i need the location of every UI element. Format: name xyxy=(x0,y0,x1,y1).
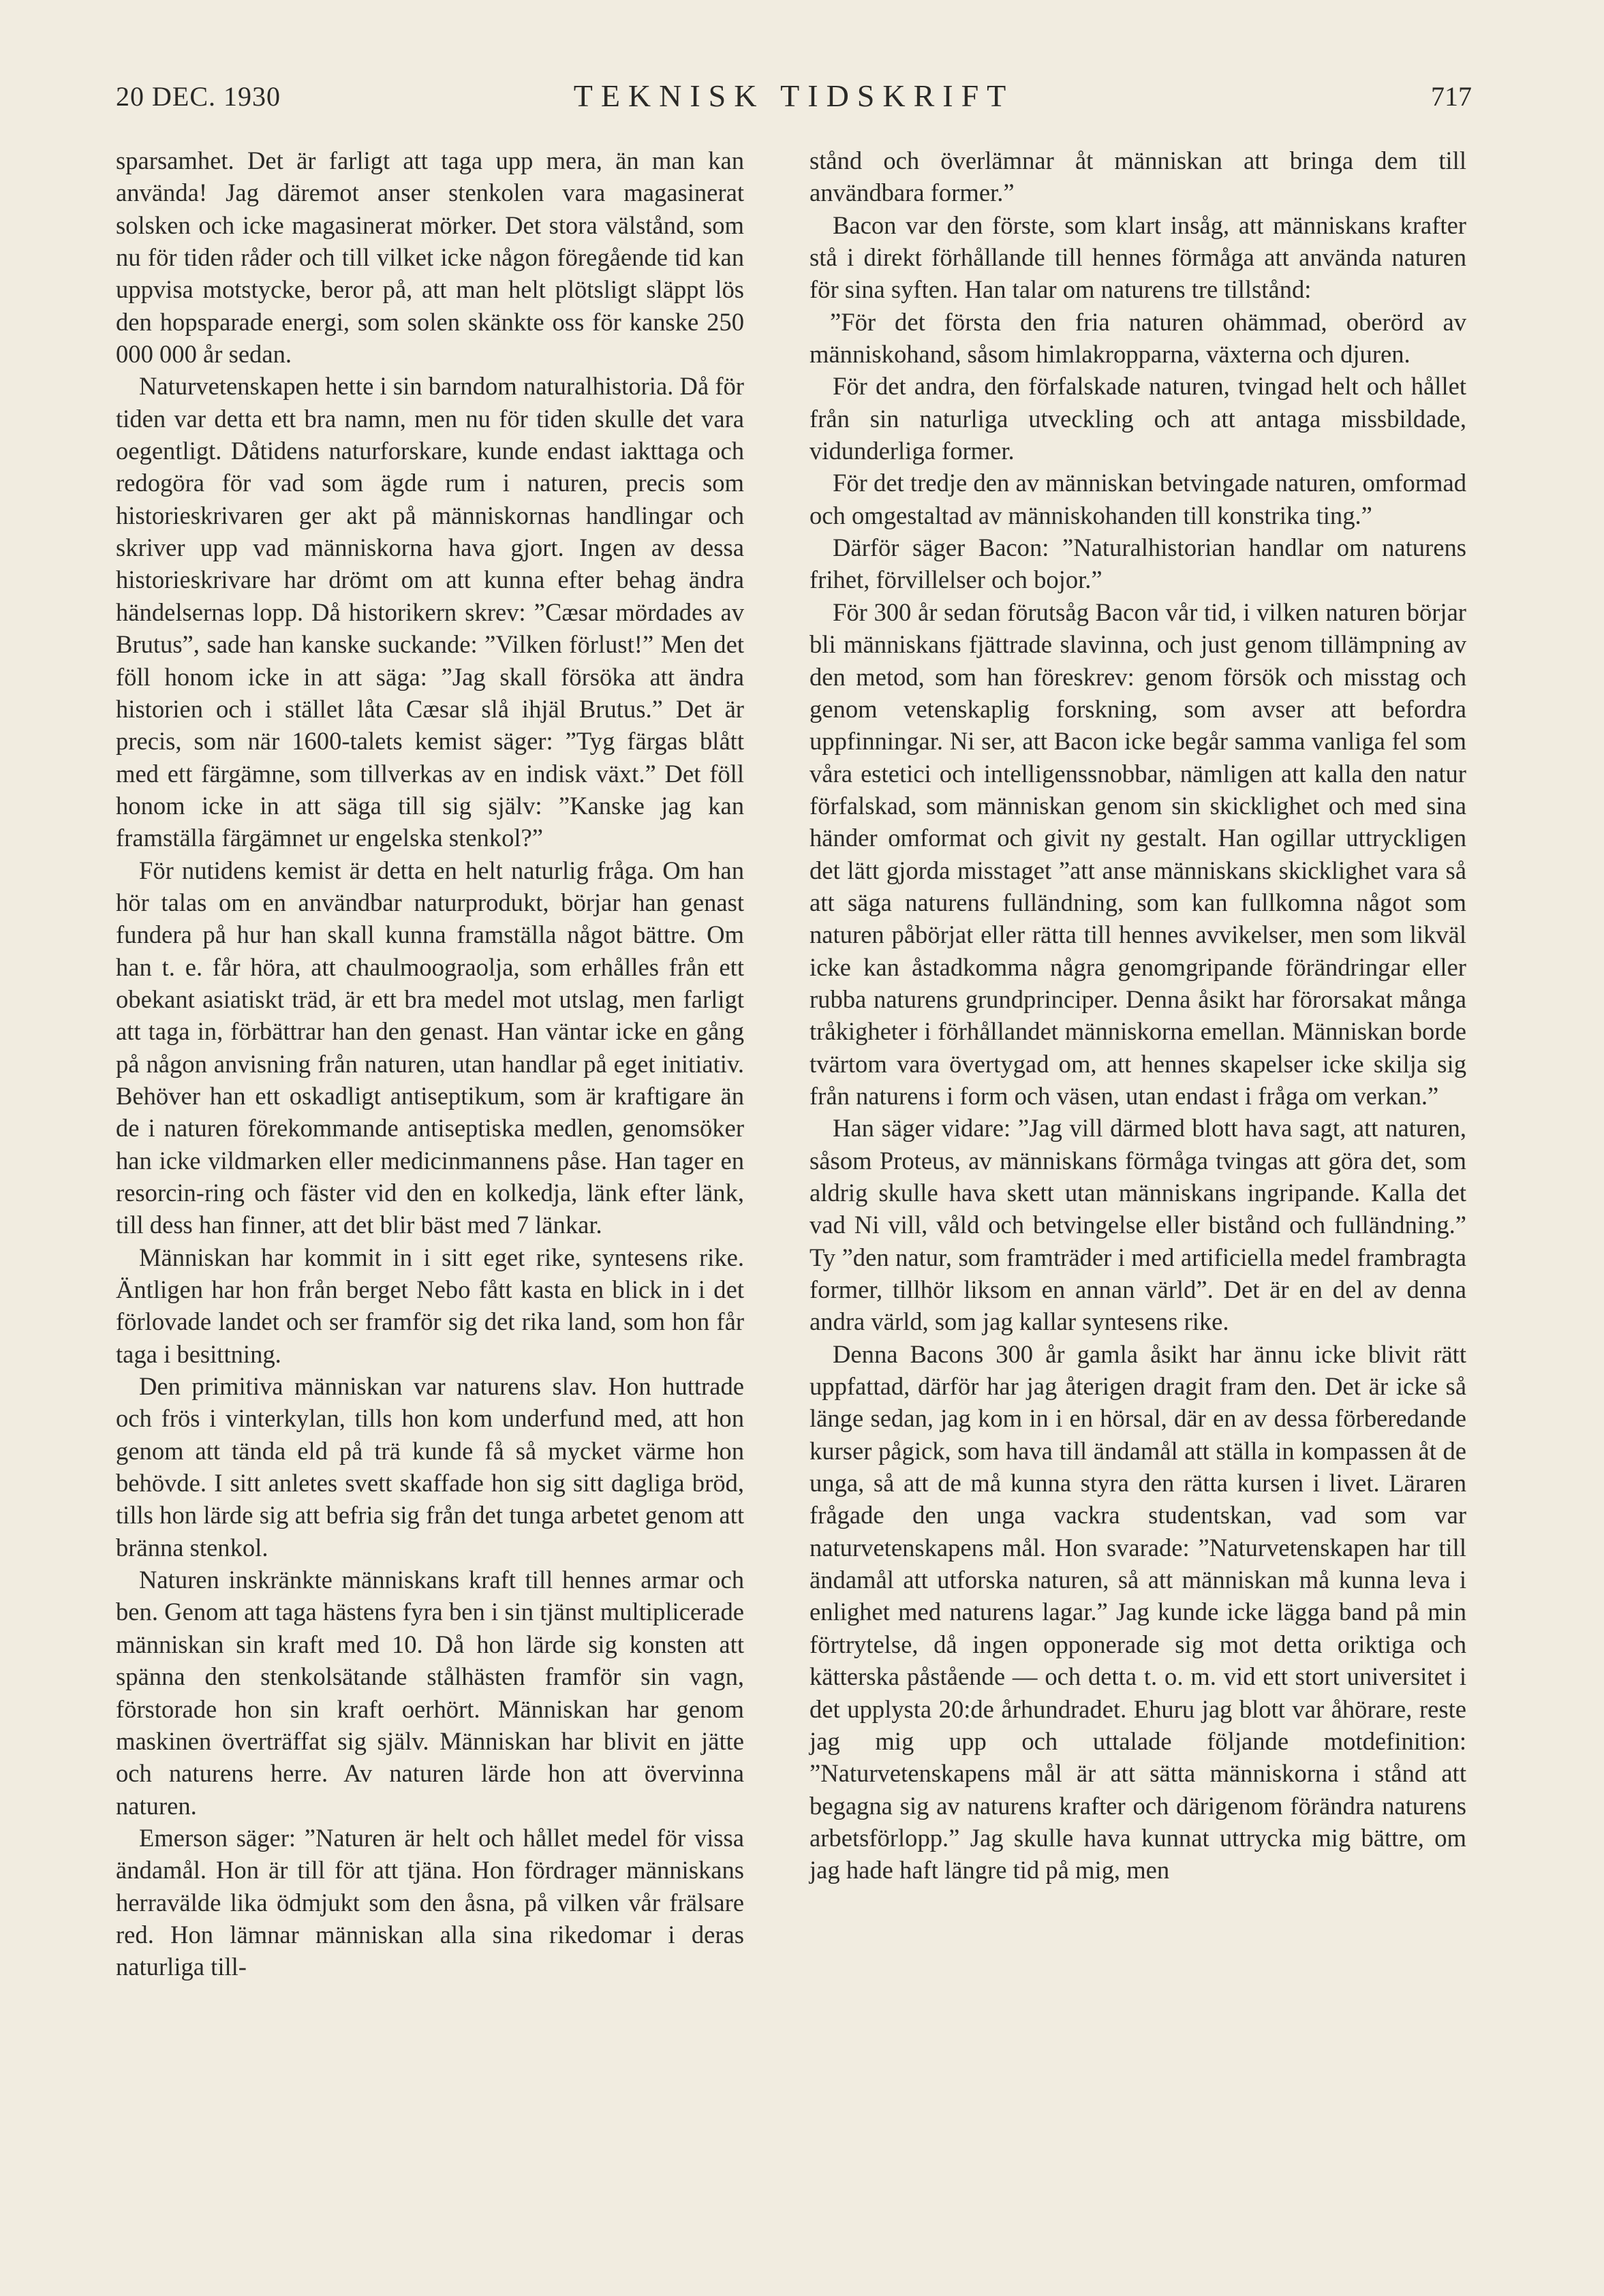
paragraph: För det tredje den av människan betvingade naturen, omformad och omgestaltad av människohanden till konstrika ting.” xyxy=(809,469,1466,529)
paragraph: Bacon var den förste, som klart insåg, att människans krafter stå i direkt förhållande till hennes förmåga att använda naturen för sina syften. Han talar om naturens tre tillstånd: xyxy=(809,211,1466,304)
paragraph: Därför säger Bacon: ”Naturalhistorian handlar om naturens frihet, förvillelser och bojor.” xyxy=(809,533,1466,594)
journal-title: TEKNISK TIDSKRIFT xyxy=(573,78,1015,113)
quote-paragraph: ”För det första den fria naturen ohämmad, oberörd av människohand, såsom himlakropparna, växterna och djuren. xyxy=(809,307,1466,369)
paragraph: Människan har kommit in i sitt eget rike, syntesens rike. Äntligen har hon från berget Nebo fått kasta en blick in i det förlovade landet och ser framför sig det rika land, som hon får taga i besittning. xyxy=(116,1243,744,1368)
paragraph: För 300 år sedan förutsåg Bacon vår tid, i vilken naturen börjar bli människans fjättrade slavinna, och just genom tillämpning av den metod, som han föreskrev: genom försök och misstag och genom vetenskaplig forskning, som avser att befordra uppfinningar. Ni ser, att Bacon icke begår samma vanliga fel som våra estetici och intelligenssnobbar, nämligen att kalla den natur förfalskad, som människan genom sin skicklighet och med sina händer omformat och givit ny gestalt. Han ogillar uttryckligen det lätt gjorda misstaget ”att anse människans skicklighet vara så att säga naturens fulländning, som kan fullkomna något som naturen påbörjat eller rätta till hennes avvikelser, men som likväl icke kan åstadkomma några genomgripande förändringar eller rubba naturens grundprinciper. Denna åsikt har förorsakat många tråkigheter i förhållandet människorna emellan. Människan borde tvärtom vara övertygad om, att hennes skapelser icke skilja sig från naturens i form och väsen, utan endast i fråga om verkan.” xyxy=(809,598,1466,1110)
paragraph: Naturvetenskapen hette i sin barndom naturalhistoria. Då för tiden var detta ett bra namn, men nu för tiden skulle det vara oegentligt. Dåtidens naturforskare, kunde endast iakttaga och redogöra för vad som ägde rum i naturen, precis som historieskrivaren ger akt på människornas handlingar och skriver upp vad människorna hava gjort. Ingen av dessa historieskrivare har drömt om att kunna efter behag ändra händelsernas lopp. Då historikern skrev: ”Cæsar mördades av Brutus”, sade han kanske suckande: ”Vilken förlust!” Men det föll honom icke in att säga: ”Jag skall försöka att ändra historien och i stället låta Cæsar slå ihjäl Brutus.” Det är precis, som när 1600-talets kemist säger: ”Tyg färgas blått med ett färgämne, som tillverkas av en indisk växt.” Det föll honom icke in att säga till sig själv: ”Kanske jag kan framställa färgämnet ur engelska stenkol?” xyxy=(116,372,744,852)
page-header xyxy=(116,80,1472,128)
page-number: 717 xyxy=(1431,81,1472,112)
paragraph: För det andra, den förfalskade naturen, tvingad helt och hållet från sin naturliga utveckling och att antaga missbildade, vidunderliga former. xyxy=(809,372,1466,465)
paragraph: Naturen inskränkte människans kraft till hennes armar och ben. Genom att taga hästens fyra ben i sin tjänst multiplicerade människan sin kraft med 10. Då hon lärde sig konsten att spänna den stenkolsätande stålhästen framför sin vagn, förstorade hon sin kraft oerhört. Människan har genom maskinen överträffat sig själv. Människan har blivit en jätte och naturens herre. Av naturen lärde hon att övervinna naturen. xyxy=(116,1566,744,1820)
paragraph: Han säger vidare: ”Jag vill därmed blott hava sagt, att naturen, såsom Proteus, av människans förmåga tvingas att göra det, som aldrig skulle hava skett utan människans ingripande. Kalla det vad Ni vill, våld och betvingelse eller bistånd och fulländning.” Ty ”den natur, som framträder i med artificiella medel frambragta former, tillhör liksom en annan värld”. Det är en del av denna andra värld, som jag kallar syntesens rike. xyxy=(809,1114,1466,1336)
paragraph: sparsamhet. Det är farligt att taga upp mera, än man kan använda! Jag däremot anser stenkolen vara magasinerat solsken och icke magasinerat mörker. Det stora välstånd, som nu för tiden råder och till vilket icke någon föregående tid kan uppvisa motstycke, beror på, att man helt plötsligt släppt lös den hopsparade energi, som solen skänkte oss för kanske 250 000 000 år sedan. xyxy=(116,146,744,369)
issue-date: 20 DEC. 1930 xyxy=(116,81,281,112)
paragraph: Emerson säger: ”Naturen är helt och hållet medel för vissa ändamål. Hon är till för att tjäna. Hon fördrager människans herravälde lika ödmjukt som den åsna, på vilken vår frälsare red. Hon lämnar människan alla sina rikedomar i deras naturliga till- xyxy=(116,1823,744,1981)
paragraph: stånd och överlämnar åt människan att bringa dem till användbara former.” xyxy=(809,146,1466,207)
paragraph: Denna Bacons 300 år gamla åsikt har ännu icke blivit rätt uppfattad, därför har jag återigen dragit fram den. Det är icke så länge sedan, jag kom in i en hörsal, där en av dessa förberedande kurser pågick, som hava till ändamål att ställa in kompassen åt de unga, så att de må kunna styra den rätta kursen i livet. Läraren frågade den unga vackra studentskan, vad som var naturvetenskapens mål. Hon svarade: ”Naturvetenskapen har till ändamål att utforska naturen, så att människan må kunna leva i enlighet med naturens lagar.” Jag kunde icke lägga band på min förtrytelse, då ingen opponerade sig mot detta oriktiga och kätterska påstående — och detta t. o. m. vid ett stort universitet i det upplysta 20:de århundradet. Ehuru jag blott var åhörare, reste jag mig upp och uttalade följande motdefinition: ”Naturvetenskapens mål är att sätta människorna i stånd att begagna sig av naturens krafter och därigenom förändra naturens arbetsförlopp.” Jag skulle hava kunnat uttrycka mig bättre, om jag hade haft längre tid på mig, men xyxy=(809,1339,1466,1884)
paragraph: Den primitiva människan var naturens slav. Hon huttrade och frös i vinterkylan, tills hon kom underfund med, att hon genom att tända eld på trä kunde få så mycket värme hon behövde. I sitt anletes svett skaffade hon sig sitt dagliga bröd, tills hon lärde sig att befria sig från det tunga arbetet genom att bränna stenkol. xyxy=(116,1372,744,1562)
left-column xyxy=(116,144,744,1983)
paragraph: För nutidens kemist är detta en helt naturlig fråga. Om han hör talas om en användbar naturprodukt, börjar han genast fundera på hur han skall kunna framställa något bättre. Om han t. e. får höra, att chaulmoograolja, som erhålles från ett obekant asiatiskt träd, är ett bra medel mot utslag, men farligt att taga in, förbättrar han den genast. Han väntar icke en gång på någon anvisning från naturen, utan handlar på eget initiativ. Behöver han ett oskadligt antiseptikum, som är kraftigare än de i naturen förekommande antiseptiska medlen, genomsöker han icke vildmarken eller medicinmannens påse. Han tager en resorcin-ring och fäster vid den en kolkedja, länk efter länk, till dess han finner, att det blir bäst med 7 länkar. xyxy=(116,856,744,1239)
right-column xyxy=(809,144,1466,1887)
